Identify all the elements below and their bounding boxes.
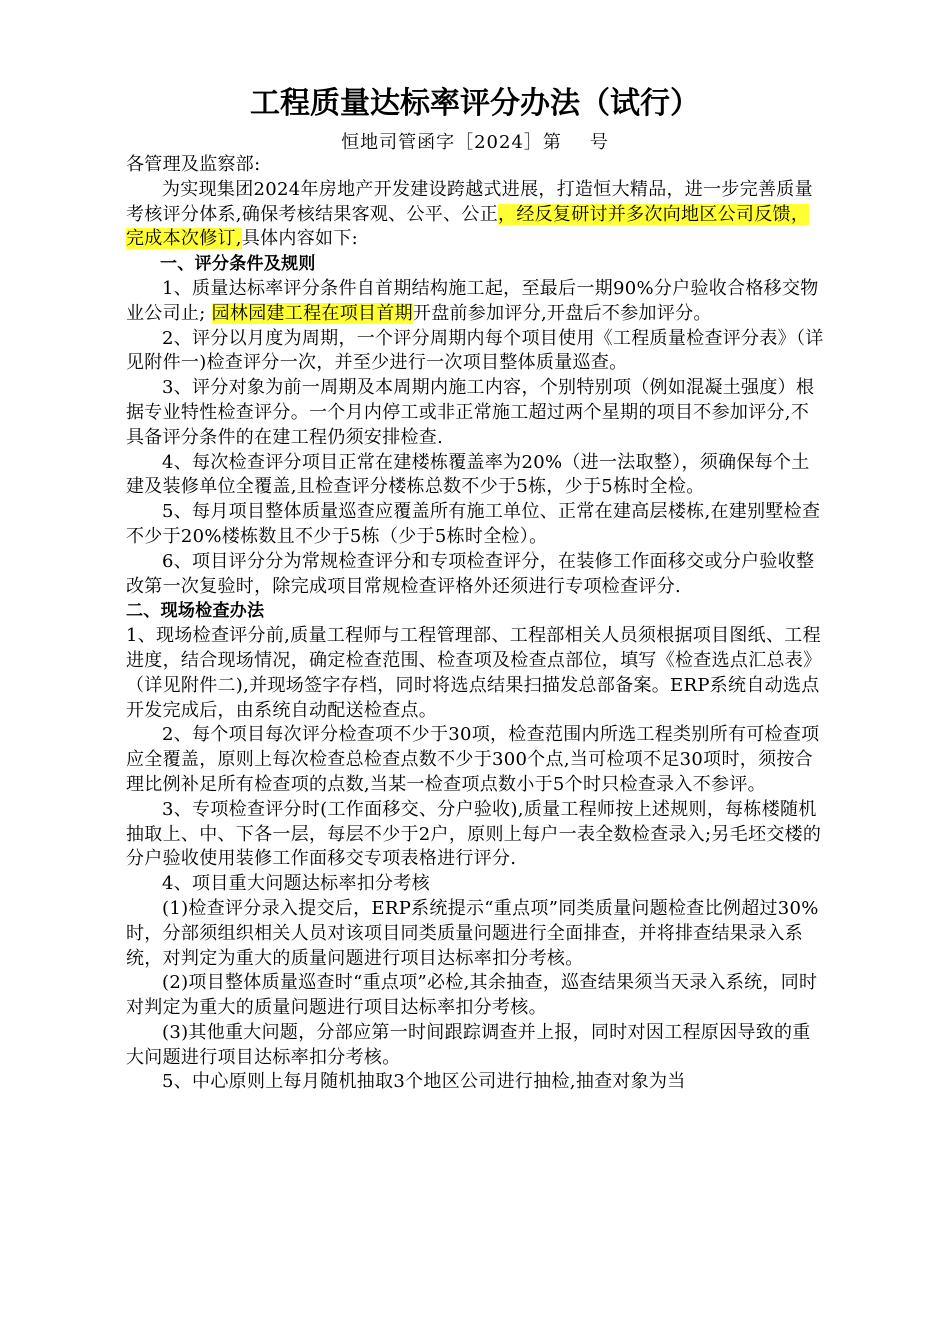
intro-highlight: ，经反复研讨并多次向地区公司反馈，完成本次修订, <box>126 203 810 250</box>
intro-paragraph <box>126 178 826 252</box>
document-title: 工程质量达标率评分办法（试行） <box>250 86 700 121</box>
section2-paragraph-1: 1、现场检查评分前,质量工程师与工程管理部、工程部相关人员须根据项目图纸、工程进度，结合现场情况，确定检查范围、检查项及检查点部位，填写《检查选点汇总表》（详见附件二),并现场签字存档，同时将选点结果扫描发总部备案。ERP系统自动选点开发完成后，由系统自动配送检查点。 <box>126 625 822 721</box>
section1-paragraph-2: 2、评分以月度为周期，一个评分周期内每个项目使用《工程质量检查评分表》（详见附件一)检查评分一次，并至少进行一次项目整体质量巡查。 <box>126 327 824 374</box>
section2-paragraph-4-2: (2)项目整体质量巡查时“重点项”必检,其余抽查，巡查结果须当天录入系统，同时对判定为重大的质量问题进行项目达标率扣分考核。 <box>126 972 818 1019</box>
section1-paragraph-6: 6、项目评分分为常规检查评分和专项检查评分，在装修工作面移交或分户验收整改第一次复验时，除完成项目常规检查评格外还须进行专项检查评分. <box>126 550 815 597</box>
section2-paragraph-2: 2、每个项目每次评分检查项不少于30项，检查范围内所选工程类别所有可检查项应全覆盖，原则上每次检查总检查点数不少于300个点,当可检项不足30项时，须按合理比例补足所有检查项的点数,当某一检查项点数小于5个时只检查录入不参评。 <box>126 724 820 795</box>
section2-paragraph-5: 5、中心原则上每月随机抽取3个地区公司进行抽检,抽查对象为当 <box>162 1071 686 1093</box>
document-number-suffix: 号 <box>589 132 609 153</box>
section2-paragraph-4-1: (1)检查评分录入提交后，ERP系统提示“重点项”同类质量问题检查比例超过30%时，分部须组织相关人员对该项目同类质量问题进行全面排查，并将排查结果录入系统，对判定为重大的质量问题进行项目达标率扣分考核。 <box>126 897 819 969</box>
s1p1-text-b: 开盘前参加评分,开盘后不参加评分。 <box>412 302 712 324</box>
section2-paragraph-4: 4、项目重大问题达标率扣分考核 <box>162 873 430 895</box>
section2-paragraph-4-3: (3)其他重大问题，分部应第一时间跟踪调查并上报，同时对因工程原因导致的重大问题进行项目达标率扣分考核。 <box>126 1021 811 1068</box>
section1-paragraph-1 <box>126 277 826 327</box>
salutation: 各管理及监察部: <box>126 154 261 175</box>
section2-heading: 二、现场检查办法 <box>126 601 265 622</box>
document-body <box>126 153 826 1095</box>
section1-paragraph-5: 5、每月项目整体质量巡查应覆盖所有施工单位、正常在建高层楼栋,在建别墅检查不少于20%楼栋数且不少于5栋（少于5栋时全检）。 <box>126 501 821 547</box>
document-number-prefix: 恒地司管函字［2024］第 <box>341 132 562 153</box>
section1-paragraph-3: 3、评分对象为前一周期及本周期内施工内容，个别特别项（例如混凝土强度）根据专业特性检查评分。一个月内停工或非正常施工超过两个星期的项目不参加评分,不具备评分条件的在建工程仍须安排检查. <box>126 377 815 448</box>
s1p1-highlight: 园林园建工程在项目首期 <box>211 302 413 324</box>
intro-text-a: 为实现集团2024年房地产开发建设跨越式进展，打造恒大精品，进一步完善质量考核评分体系,确保考核结果客观、公平、公正 <box>126 178 813 225</box>
s1p1-text-a: 1、质量达标率评分条件自首期结构施工起，至最后一期90%分户验收合格移交物业公司止; <box>126 277 819 324</box>
intro-text-b: 具体内容如下: <box>241 228 358 250</box>
section1-paragraph-4: 4、每次检查评分项目正常在建楼栋覆盖率为20%（进一法取整），须确保每个土建及装修单位全覆盖,且检查评分楼栋总数不少于5栋，少于5栋时全检。 <box>126 451 810 498</box>
section2-paragraph-3: 3、专项检查评分时(工作面移交、分户验收),质量工程师按上述规则，每栋楼随机抽取上、中、下各一层，每层不少于2户，原则上每户一表全数检查录入;另毛坯交楼的分户验收使用装修工作面移交专项表格进行评分. <box>126 798 822 870</box>
section1-heading: 一、评分条件及规则 <box>160 254 316 275</box>
